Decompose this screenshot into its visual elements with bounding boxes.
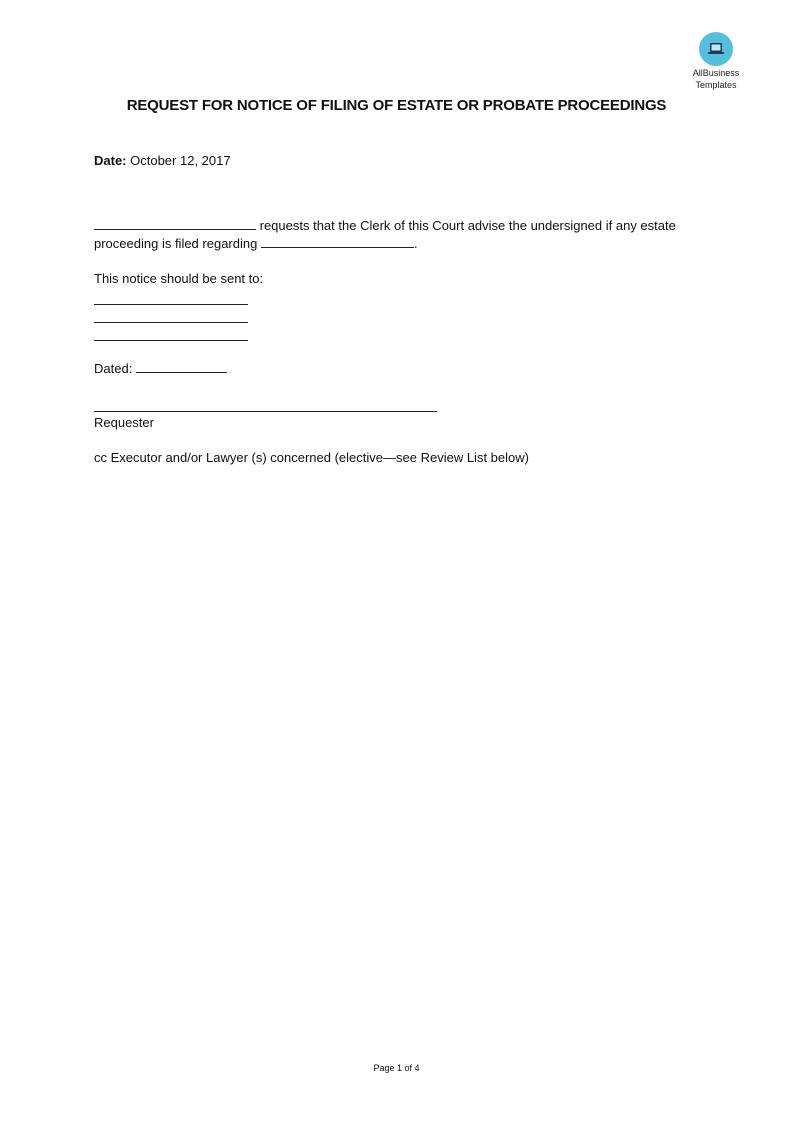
date-value: October 12, 2017 xyxy=(126,153,231,168)
request-line-2 xyxy=(94,236,418,251)
requester-name-blank[interactable] xyxy=(94,218,256,230)
notice-label: This notice should be sent to: xyxy=(94,271,264,286)
page-number: Page 1 of 4 xyxy=(373,1063,420,1073)
logo-text-line1: AllBusiness xyxy=(692,68,740,78)
dated-blank[interactable] xyxy=(136,361,227,373)
request-text-1: requests that the Clerk of this Court advise the undersigned if any estate xyxy=(256,218,676,233)
dated-label: Dated: xyxy=(94,361,136,376)
request-line-1 xyxy=(94,218,676,233)
logo-text-line2: Templates xyxy=(695,80,737,90)
date-line xyxy=(94,153,231,168)
address-line-1[interactable] xyxy=(94,304,248,305)
allbusiness-logo xyxy=(688,32,744,90)
deceased-name-blank[interactable] xyxy=(261,236,414,248)
address-line-3[interactable] xyxy=(94,340,248,341)
dated-line xyxy=(94,361,227,376)
request-text-2: proceeding is filed regarding xyxy=(94,236,261,251)
signature-line[interactable] xyxy=(94,411,437,412)
laptop-icon xyxy=(699,32,733,66)
address-line-2[interactable] xyxy=(94,322,248,323)
requester-label: Requester xyxy=(94,415,154,430)
request-text-2-end: . xyxy=(413,236,418,251)
cc-line: cc Executor and/or Lawyer (s) concerned (elective—see Review List below) xyxy=(94,450,529,465)
document-title: REQUEST FOR NOTICE OF FILING OF ESTATE OR PROBATE PROCEEDINGS xyxy=(126,97,667,114)
date-label: Date: xyxy=(94,153,127,168)
